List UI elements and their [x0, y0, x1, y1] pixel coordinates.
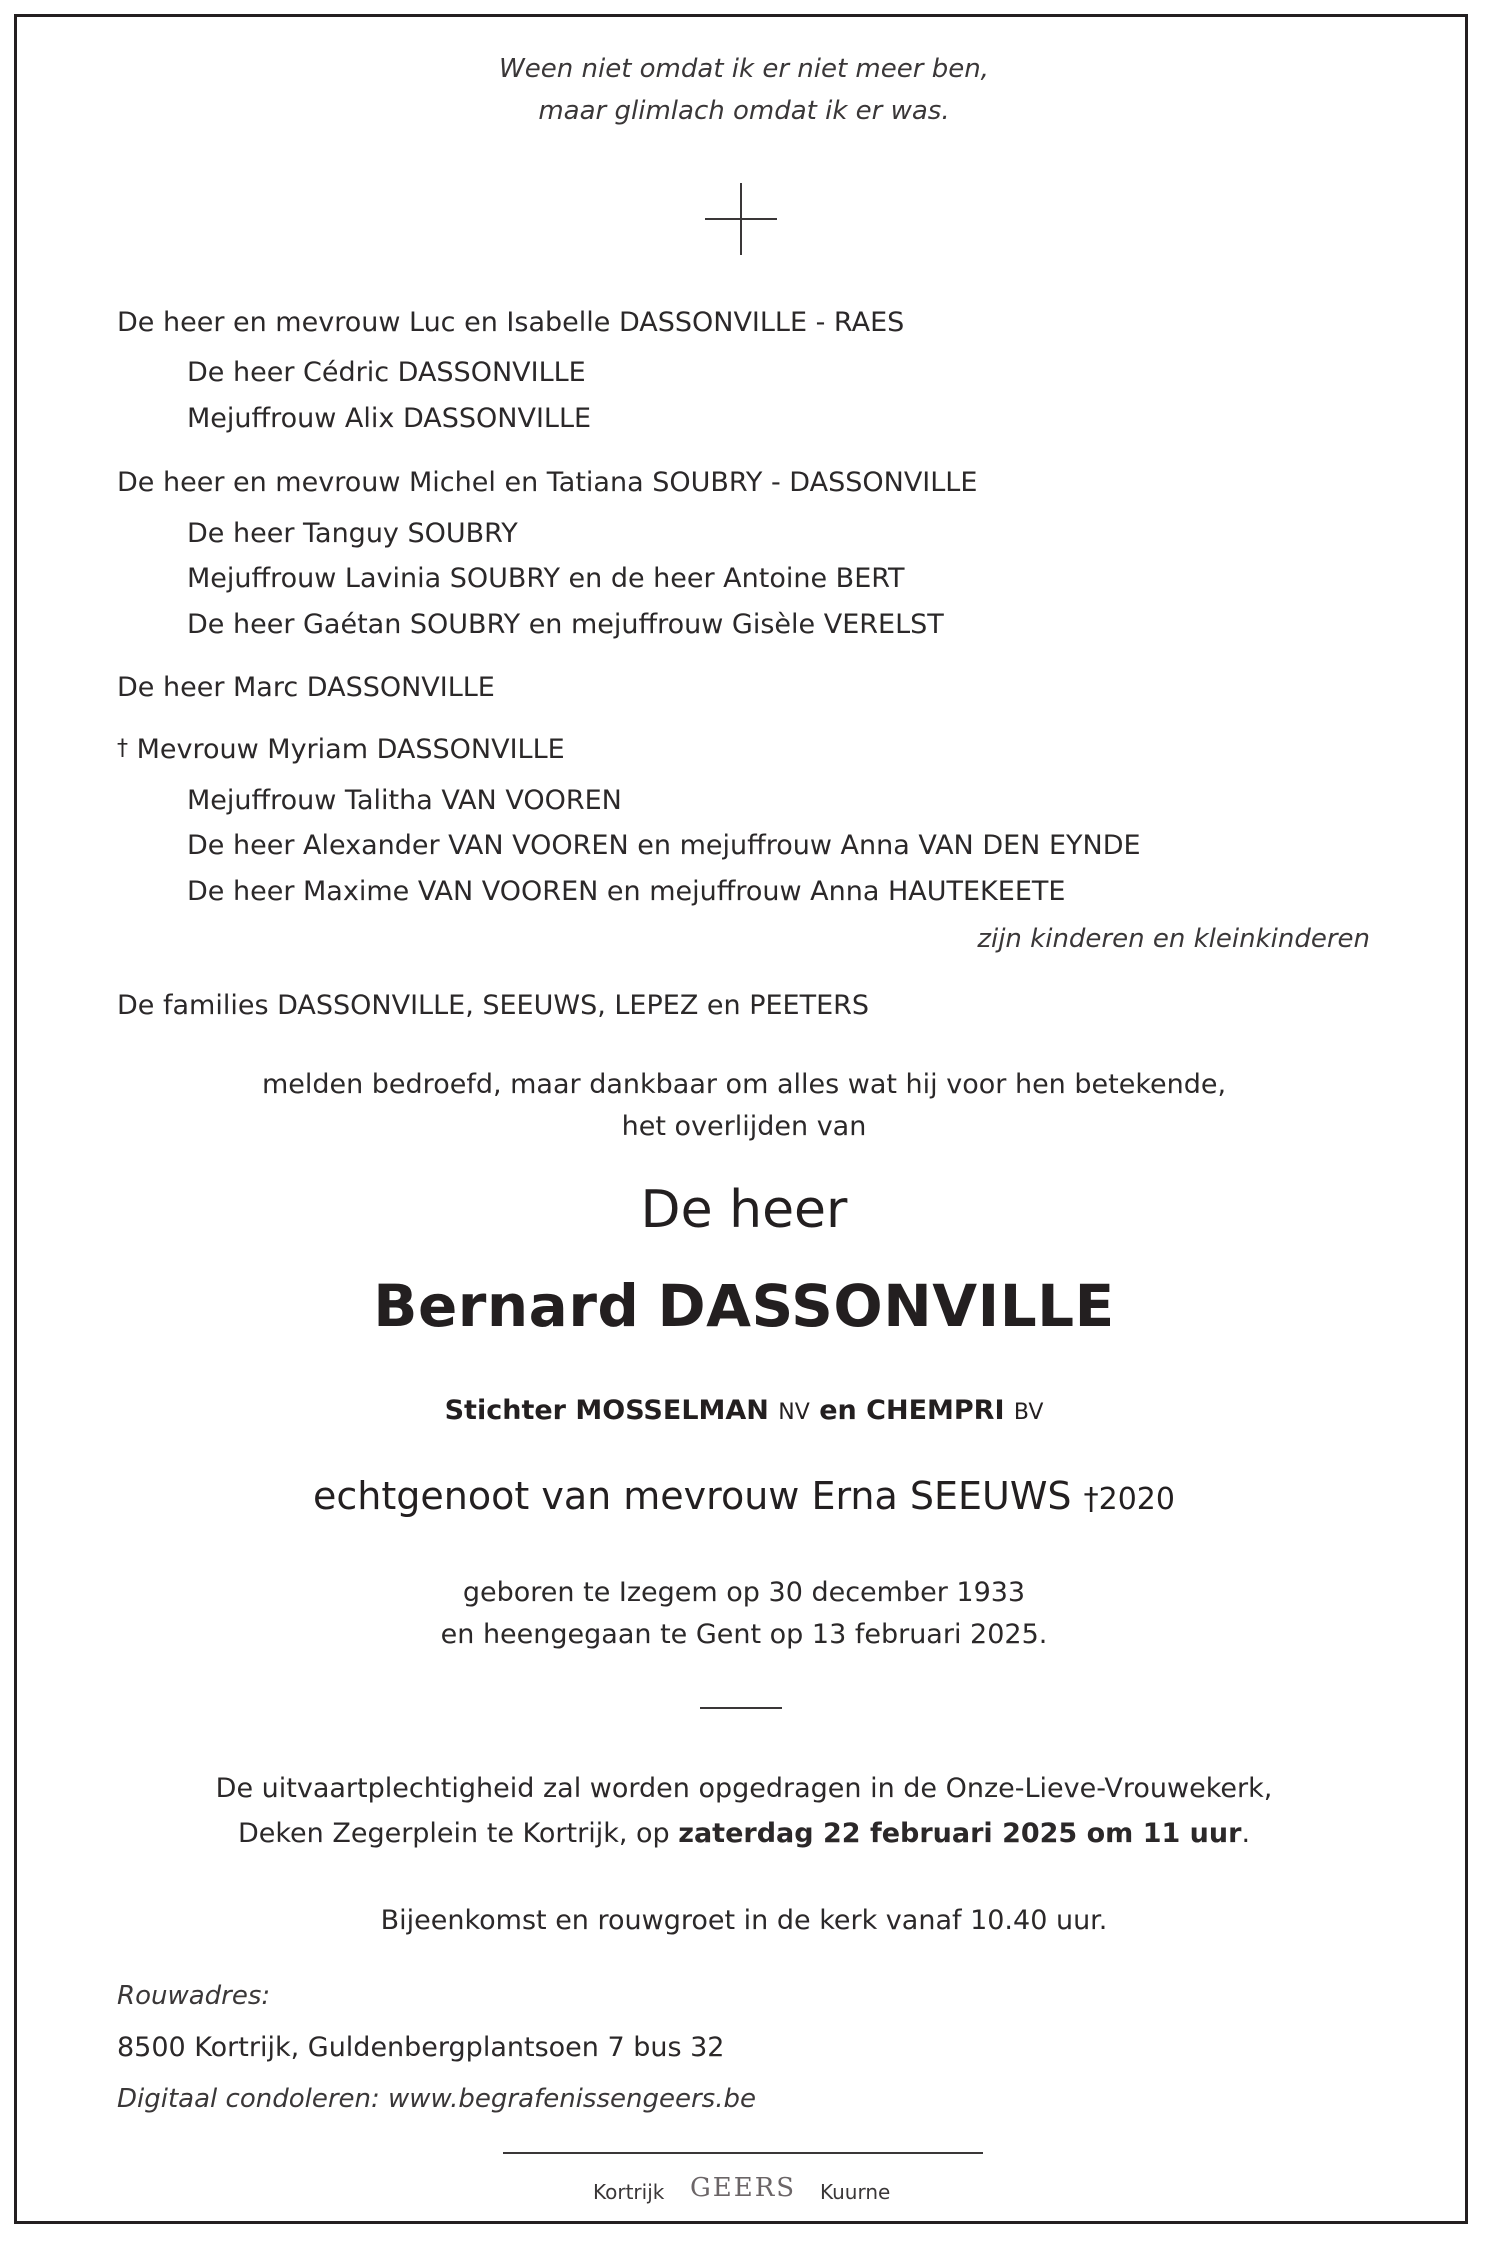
- founder-prefix: Stichter MOSSELMAN: [444, 1395, 769, 1426]
- family-line: De heer en mevrouw Michel en Tatiana SOUBRY - DASSONVILLE: [117, 467, 978, 498]
- deceased-last-name: DASSONVILLE: [657, 1272, 1115, 1340]
- small-cross-icon: †: [117, 736, 128, 761]
- family-line: De heer Marc DASSONVILLE: [117, 672, 495, 703]
- family-line: De heer en mevrouw Luc en Isabelle DASSONVILLE - RAES: [117, 307, 905, 338]
- spouse-year: 2020: [1098, 1482, 1175, 1517]
- poem-line-2: maar glimlach omdat ik er was.: [538, 96, 950, 126]
- footer-right: Kuurne: [820, 2180, 891, 2204]
- family-line: De heer Tanguy SOUBRY: [187, 518, 518, 549]
- address-label: Rouwadres:: [117, 1981, 271, 2011]
- funeral-date-time: zaterdag 22 februari 2025 om 11 uur: [678, 1818, 1242, 1849]
- funeral-line-2-prefix: Deken Zegerplein te Kortrijk, op: [237, 1818, 679, 1849]
- family-line: Mejuffrouw Lavinia SOUBRY en de heer Antoine BERT: [187, 563, 905, 594]
- spouse-line: [0, 1474, 1488, 1518]
- poem-line-1: Ween niet omdat ik er niet meer ben,: [499, 54, 989, 84]
- family-line: De heer Cédric DASSONVILLE: [187, 357, 586, 388]
- family-line: Mejuffrouw Alix DASSONVILLE: [187, 403, 592, 434]
- family-line-text: Mevrouw Myriam DASSONVILLE: [136, 734, 565, 765]
- founder-mid: en CHEMPRI: [819, 1395, 1005, 1426]
- funeral-line-2-suffix: .: [1241, 1818, 1251, 1849]
- announce-line-2: het overlijden van: [621, 1111, 867, 1142]
- founder-bv: BV: [1013, 1400, 1044, 1425]
- funeral-line-2: [0, 1813, 1488, 1855]
- deceased-name: [0, 1272, 1488, 1340]
- brand-logo-text: GEERS: [690, 2173, 797, 2203]
- founder-line: [0, 1395, 1488, 1426]
- small-cross-icon: †: [1083, 1482, 1099, 1517]
- footer-left: Kortrijk: [593, 2180, 665, 2204]
- deceased-title: De heer: [640, 1180, 848, 1240]
- spouse-text: echtgenoot van mevrouw Erna SEEUWS: [313, 1474, 1072, 1518]
- address-line: 8500 Kortrijk, Guldenbergplantsoen 7 bus 32: [117, 2032, 725, 2063]
- footer-brand: [690, 2173, 796, 2203]
- founder-nv: NV: [778, 1400, 810, 1425]
- family-line: Mejuffrouw Talitha VAN VOOREN: [187, 785, 622, 816]
- divider: [700, 1707, 782, 1709]
- deceased-first-name: Bernard: [373, 1272, 640, 1340]
- family-line: De heer Maxime VAN VOOREN en mejuffrouw Anna HAUTEKEETE: [187, 876, 1066, 907]
- announce-line-1: melden bedroefd, maar dankbaar om alles wat hij voor hen betekende,: [261, 1069, 1227, 1100]
- footer-divider: [503, 2152, 983, 2154]
- condolence-line: Digitaal condoleren: www.begrafenissengeers.be: [117, 2084, 756, 2114]
- family-line: De heer Alexander VAN VOOREN en mejuffrouw Anna VAN DEN EYNDE: [187, 830, 1141, 861]
- gathering-line: Bijeenkomst en rouwgroet in de kerk vanaf 10.40 uur.: [380, 1905, 1108, 1936]
- born-line: geboren te Izegem op 30 december 1933: [462, 1577, 1026, 1608]
- family-line: De heer Gaétan SOUBRY en mejuffrouw Gisèle VERELST: [187, 609, 944, 640]
- died-line: en heengegaan te Gent op 13 februari 2025.: [440, 1619, 1048, 1650]
- family-line-deceased: [117, 734, 565, 765]
- family-note: zijn kinderen en kleinkinderen: [977, 924, 1370, 954]
- funeral-line-1: De uitvaartplechtigheid zal worden opgedragen in de Onze-Lieve-Vrouwekerk,: [215, 1773, 1273, 1804]
- families-line: De families DASSONVILLE, SEEUWS, LEPEZ en PEETERS: [117, 990, 870, 1021]
